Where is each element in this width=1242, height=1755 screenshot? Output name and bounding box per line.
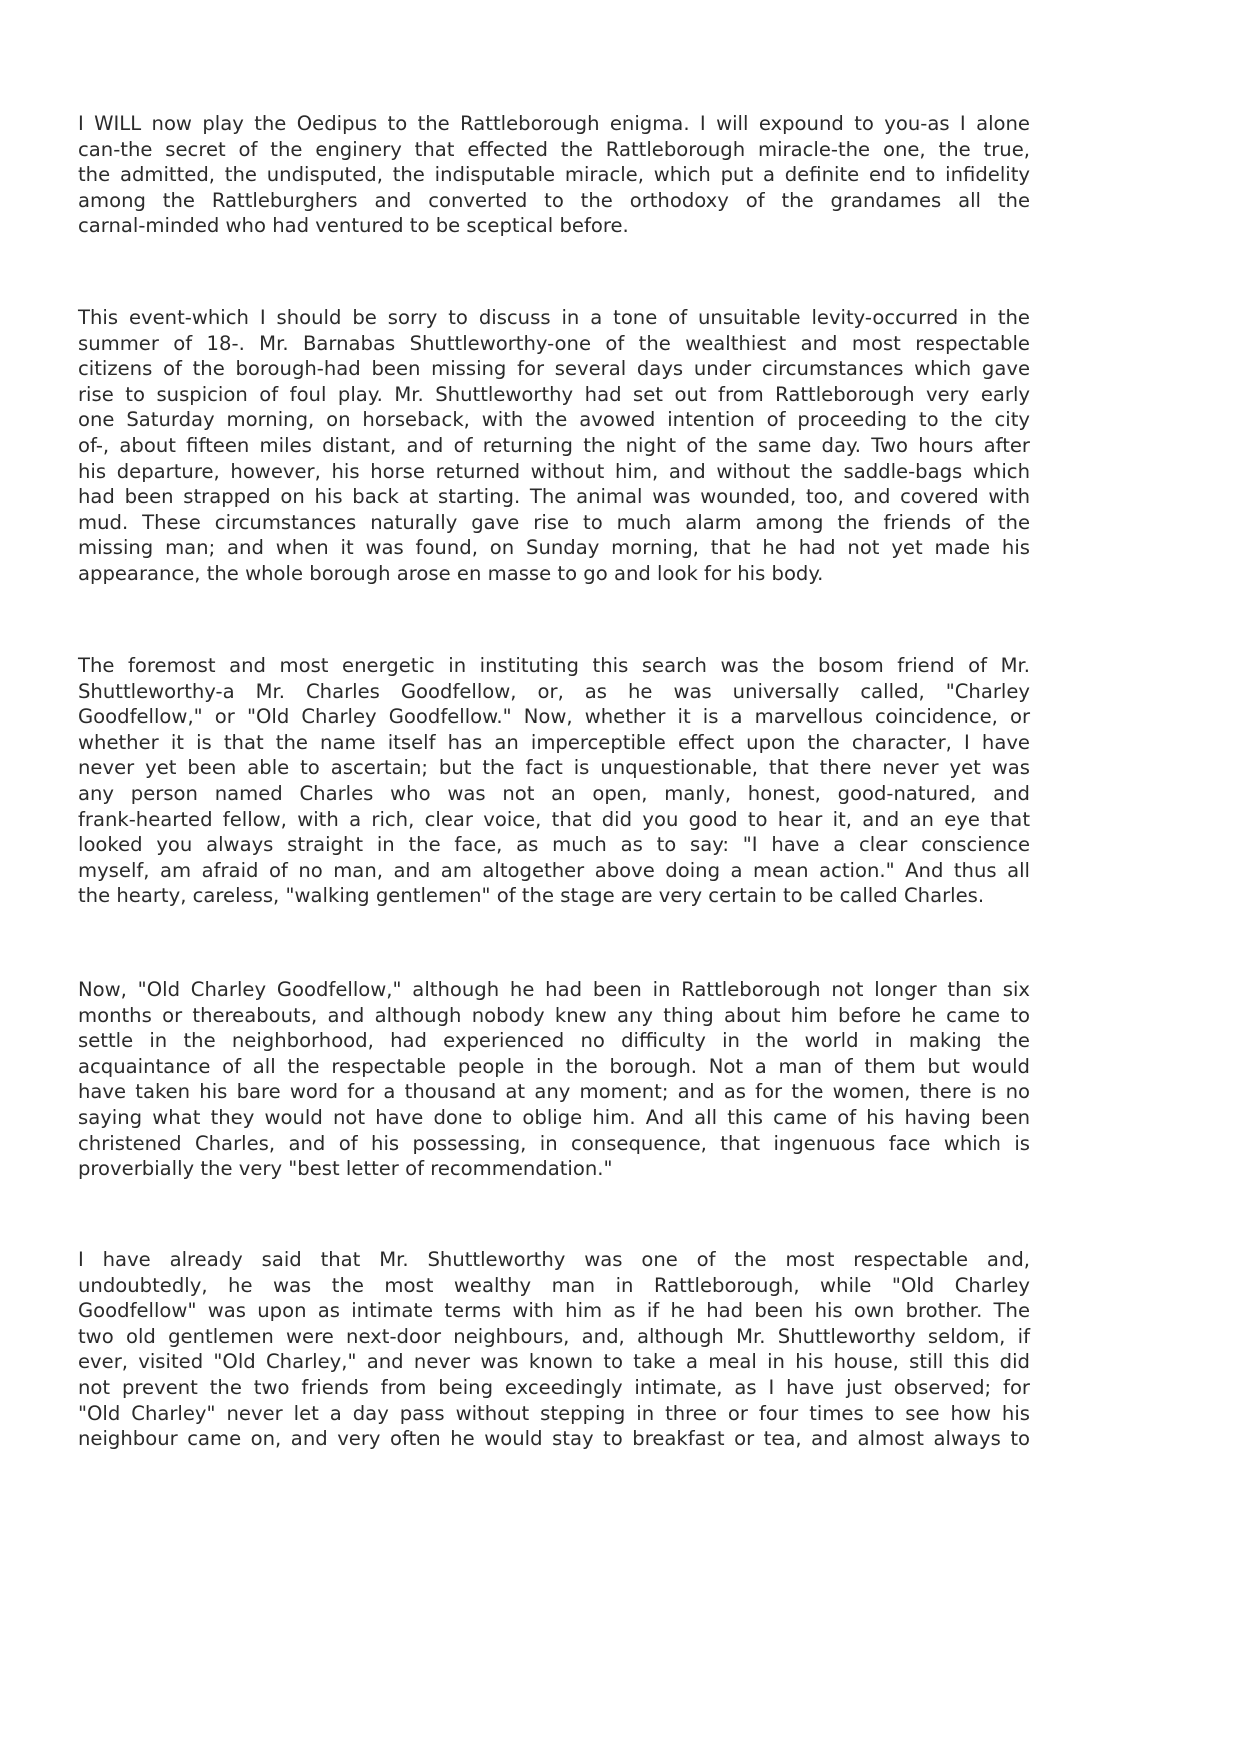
text-line: the admitted, the undisputed, the indisputable miracle, which put a definite end to infidelity	[78, 163, 1030, 187]
text-line: frank-hearted fellow, with a rich, clear voice, that did you good to hear it, and an eye that	[78, 807, 1030, 831]
paragraph	[78, 653, 1030, 909]
text-line: Goodfellow" was upon as intimate terms with him as if he had been his own brother. The	[78, 1299, 1030, 1323]
text-line: I have already said that Mr. Shuttleworthy was one of the most respectable and,	[78, 1248, 1030, 1271]
text-line: any person named Charles who was not an open, manly, honest, good-natured, and	[78, 781, 1030, 805]
text-line: The foremost and most energetic in instituting this search was the bosom friend of Mr.	[78, 654, 1030, 677]
text-line: undoubtedly, he was the most wealthy man in Rattleborough, while "Old Charley	[78, 1273, 1030, 1297]
text-line: settle in the neighborhood, had experienced no difficulty in the world in making the	[78, 1029, 1030, 1053]
paragraph	[78, 977, 1030, 1182]
text-line: saying what they would not have done to oblige him. And all this came of his having been	[78, 1105, 1030, 1129]
text-line: months or thereabouts, and although nobody knew any thing about him before he came to	[78, 1003, 1030, 1027]
text-line: Shuttleworthy-a Mr. Charles Goodfellow, or, as he was universally called, "Charley	[78, 679, 1030, 703]
text-line: I WILL now play the Oedipus to the Rattleborough enigma. I will expound to you-as I alone	[78, 112, 1030, 135]
text-line: two old gentlemen were next-door neighbours, and, although Mr. Shuttleworthy seldom, if	[78, 1324, 1030, 1348]
text-line: acquaintance of all the respectable people in the borough. Not a man of them but would	[78, 1054, 1030, 1078]
text-line: never yet been able to ascertain; but the fact is unquestionable, that there never yet was	[78, 756, 1030, 780]
text-line: appearance, the whole borough arose en masse to go and look for his body.	[78, 561, 824, 585]
text-line: This event-which I should be sorry to discuss in a tone of unsuitable levity-occurred in the	[78, 306, 1030, 329]
text-line: proverbially the very "best letter of recommendation."	[78, 1157, 613, 1181]
text-line: have taken his bare word for a thousand at any moment; and as for the women, there is no	[78, 1080, 1030, 1104]
text-line: "Old Charley" never let a day pass without stepping in three or four times to see how his	[78, 1401, 1030, 1425]
text-line: mud. These circumstances naturally gave rise to much alarm among the friends of the	[78, 510, 1030, 534]
text-line: had been strapped on his back at starting. The animal was wounded, too, and covered with	[78, 485, 1030, 509]
text-line: of-, about fifteen miles distant, and of returning the night of the same day. Two hours after	[78, 433, 1030, 457]
text-line: neighbour came on, and very often he would stay to breakfast or tea, and almost always to	[78, 1427, 1030, 1451]
text-line: Now, "Old Charley Goodfellow," although he had been in Rattleborough not longer than six	[78, 978, 1030, 1001]
text-line: can-the secret of the enginery that effected the Rattleborough miracle-the one, the true,	[78, 137, 1030, 161]
paragraph	[78, 305, 1030, 587]
text-line: the hearty, careless, "walking gentlemen" of the stage are very certain to be called Charles.	[78, 884, 985, 908]
text-line: myself, am afraid of no man, and am altogether above doing a mean action." And thus all	[78, 858, 1030, 882]
text-line: among the Rattleburghers and converted to the orthodoxy of the grandames all the	[78, 188, 1030, 212]
text-line: christened Charles, and of his possessing, in consequence, that ingenuous face which is	[78, 1131, 1030, 1155]
text-line: carnal-minded who had ventured to be sceptical before.	[78, 214, 629, 238]
text-line: missing man; and when it was found, on Sunday morning, that he had not yet made his	[78, 536, 1030, 560]
text-line: whether it is that the name itself has an imperceptible effect upon the character, I have	[78, 730, 1030, 754]
text-line: ever, visited "Old Charley," and never was known to take a meal in his house, still this did	[78, 1350, 1030, 1374]
paragraph	[78, 111, 1030, 239]
text-line: citizens of the borough-had been missing for several days under circumstances which gave	[78, 357, 1030, 381]
text-line: rise to suspicion of foul play. Mr. Shuttleworthy had set out from Rattleborough very early	[78, 382, 1030, 406]
text-line: summer of 18-. Mr. Barnabas Shuttleworthy-one of the wealthiest and most respectable	[78, 331, 1030, 355]
text-line: Goodfellow," or "Old Charley Goodfellow." Now, whether it is a marvellous coincidence, or	[78, 705, 1030, 729]
text-line: not prevent the two friends from being exceedingly intimate, as I have just observed; for	[78, 1375, 1030, 1399]
paragraph	[78, 1247, 1030, 1452]
text-line: his departure, however, his horse returned without him, and without the saddle-bags which	[78, 459, 1030, 483]
text-line: one Saturday morning, on horseback, with the avowed intention of proceeding to the city	[78, 408, 1030, 432]
text-line: looked you always straight in the face, as much as to say: "I have a clear conscience	[78, 833, 1030, 857]
